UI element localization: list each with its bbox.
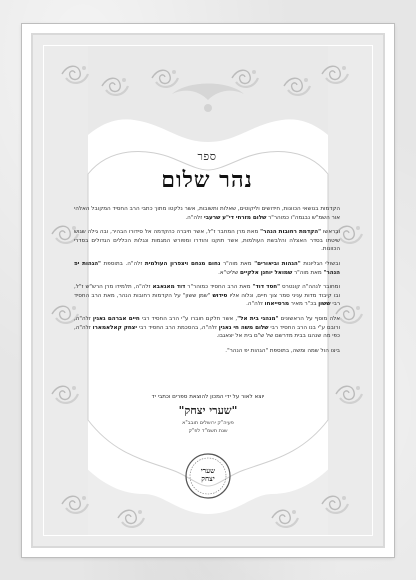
paragraph-text: ומחובר לנהה"ה קונטרס: [280, 284, 340, 291]
book-title: נהר שלום: [161, 167, 253, 193]
paragraph-text: מאת מוה"ר: [292, 269, 324, 276]
paragraph-text: ובשולי הגליונות: [300, 260, 340, 267]
emphasized-text: "הקדמת רחובות הנהר": [260, 229, 321, 236]
paragraph-text: מאת מרן המחבר ז"ל, אשר חיברה כהקדמה אל סידורו הבהיר, ובה גילה שגוש שיטתו בסדר האצלה והלבשת העולמות, אשר תוקנו והודרו ומפורש המגמות ונגלות הכללים הגדולים בסדרי הכוונות.: [74, 229, 340, 253]
emphasized-text: שלום מזרחי די"ע שרעבי: [203, 214, 267, 221]
paragraph-text: זלה"ה. בתוספת: [100, 260, 145, 267]
paragraph-text: שליט"א.: [218, 269, 241, 276]
paragraph-text: ובראשו: [321, 229, 341, 236]
paragraph-text: בכ"ר מאיר: [289, 301, 319, 308]
paragraph-text: ביצו הול שמה ומשה, בתוספת "הגהות יפ הנהר".: [225, 347, 340, 354]
sefer-label: ספר: [197, 150, 217, 163]
publisher-seal-logo: [184, 452, 232, 500]
imprint-line: יוצא לאור על ידי המכון להוצאת ספרים וכתבי יד: [151, 394, 265, 400]
description-paragraphs: [74, 205, 340, 355]
emphasized-text: סידוש: [212, 292, 228, 299]
paragraph-text: זלה"ה.: [185, 214, 204, 221]
emphasized-text: חיים אברהם גאגין: [92, 315, 140, 322]
emphasized-text: נחום מנחם ויצפרון העולמית: [144, 260, 221, 267]
paragraph-text: זלה"ה, תלמידו מרן הרש"ש ז"ל, ובו קיבוד מדות עניני סמר צוך חיים, ונלוה אליו: [74, 284, 340, 299]
emphasized-text: מרסייאחו: [264, 301, 290, 308]
emphasized-text: "הגהות וביאורים": [254, 260, 301, 267]
paragraph-text: זלה"ה, כפי מה שנהגו בבית מדרשם של ש"ם בית אל יצאגבו.: [74, 324, 340, 340]
description-paragraph: [74, 228, 340, 254]
paragraph-text: זלה"ה, בהסכמת הרב החסיד רבי: [136, 324, 219, 331]
publisher-name: "שערי יצחק": [178, 404, 238, 417]
paragraph-text: "שמן ששון" על הקדמות רחובות הנהר, מאת הרב החסיד רבי: [74, 292, 340, 308]
paragraph-text: , אשר חלקם חוברו ע"י הרב החסיד רבי: [139, 315, 238, 322]
paragraph-text: זלה"ה.: [246, 301, 265, 308]
imprint-year: שנת תשמ"ד לפ"ק: [188, 428, 228, 434]
description-paragraph: [74, 347, 340, 356]
description-paragraph: [74, 205, 340, 222]
emphasized-text: דוד מאגאבא: [152, 284, 186, 291]
emphasized-text: "מנהגי בית אל": [237, 315, 279, 322]
main-text-block: [74, 150, 340, 361]
emphasized-text: "הגהות יפ הנהר": [74, 260, 340, 276]
seal-text: [184, 467, 232, 483]
paragraph-text: הקדמות בנושאי הכוונות, חידושים וליקוטים, שאלות ותשובות, אשר נלקטו מתוך כתבי הרב החסיד המקובל האלהי אור השמ"ש נבגמה"ו כמוהר"ר: [74, 206, 340, 221]
emphasized-text: ששון: [318, 301, 331, 308]
emphasized-text: "חסד דוד": [252, 284, 281, 291]
emphasized-text: יצחק קאלאמארו: [92, 324, 137, 331]
publisher-imprint: [110, 394, 306, 436]
description-paragraph: [74, 283, 340, 309]
seal-text-bottom: יצחק: [201, 474, 215, 483]
paragraph-text: מאת הרב החסיד כמוהר"ר: [185, 284, 253, 291]
imprint-city: פעיה"ק ירושלים תובב"א: [182, 420, 234, 426]
emphasized-text: שלום משה חי גאגין: [218, 324, 269, 331]
description-paragraph: [74, 315, 340, 341]
paragraph-text: אלה מוסף על הראשונים: [278, 315, 341, 322]
description-paragraph: [74, 260, 340, 277]
seal-text-top: שערי: [200, 466, 216, 475]
emphasized-text: שמואל יוחנן אלקיים: [240, 269, 293, 276]
paragraph-text: זלה"ה, ורובם ע"י בנו הרב החסיד רבי: [74, 315, 341, 331]
paragraph-text: מאת מוה"ר: [220, 260, 255, 267]
